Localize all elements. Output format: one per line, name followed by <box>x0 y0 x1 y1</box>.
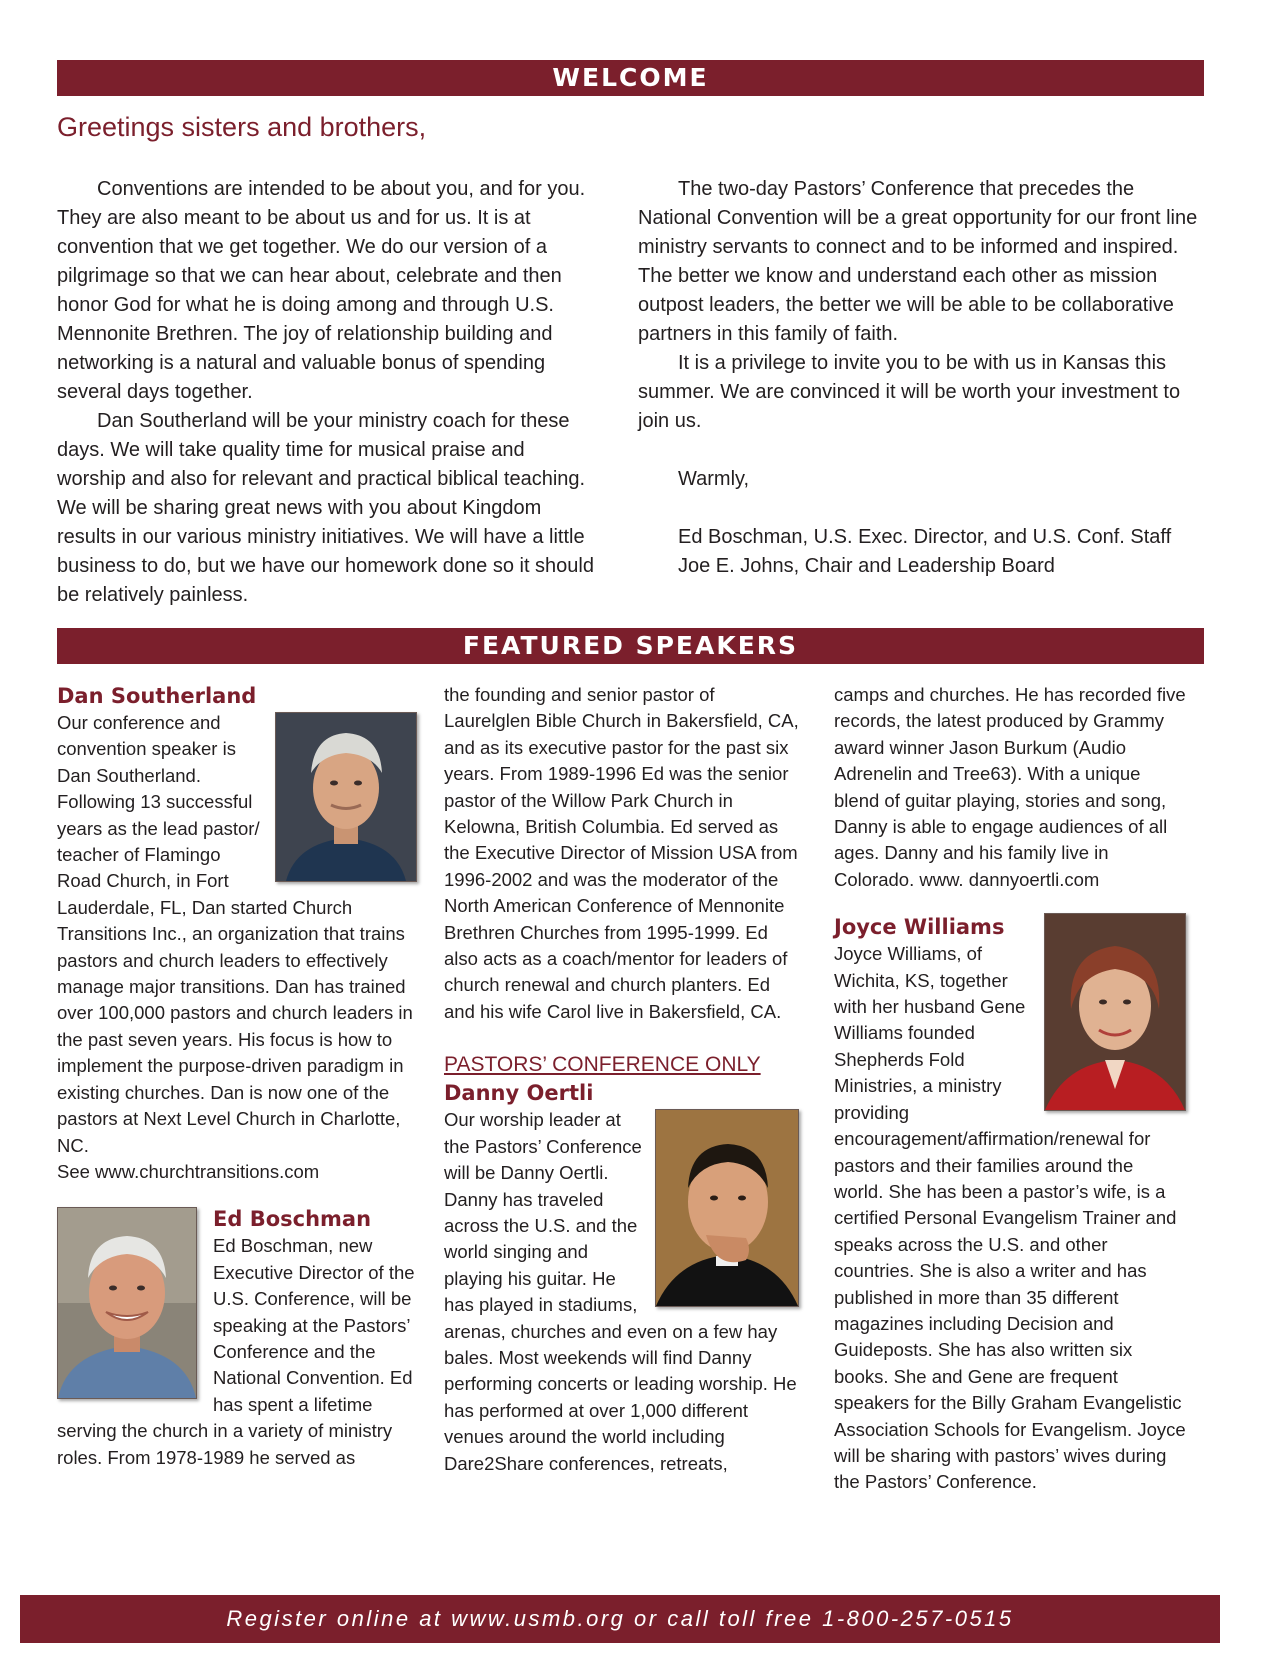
closing: Warmly, <box>678 468 750 490</box>
speaker-name-dan: Dan Southerland <box>57 684 257 708</box>
greeting: Greetings sisters and brothers, <box>57 112 427 142</box>
speaker-bio-ed: Ed Boschman, new Executive Director of the U.S. Conference, will be speaking at the Pastors’ Conference and the National Convention. Ed has spent a lifetime serving the church in a variety of ministry roles. From 1978-1989 he served as <box>57 1235 415 1468</box>
ed-boschman-photo <box>57 1207 197 1399</box>
welcome-paragraph: Dan Southerland will be your ministry coach for these days. We will take quality time for musical praise and worship and also for relevant and practical biblical teaching. We will be sharing great news with you about Kingdom results in our various ministry initiatives. We will have a little business to do, but we have our homework done so it should be relatively painless. <box>57 410 594 606</box>
welcome-title: WELCOME <box>552 63 709 92</box>
speakers-column-1 <box>57 682 417 1471</box>
welcome-left-column <box>57 175 597 610</box>
welcome-banner <box>57 60 1204 96</box>
signature-line: Joe E. Johns, Chair and Leadership Board <box>678 555 1055 577</box>
speaker-bio-danny: Our worship leader at the Pastors’ Conference will be Danny Oertli. Danny has traveled across the U.S. and the world singing and playing his guitar. He has played in stadiums, arenas, churches and even on a few hay bales. Most weekends will find Danny performing concerts or leading worship. He has performed at over 1,000 different venues around the world including Dare2Share conferences, retreats, <box>444 1109 797 1474</box>
dan-southerland-photo <box>275 712 417 882</box>
speakers-title: FEATURED SPEAKERS <box>462 631 799 660</box>
welcome-paragraph: The two-day Pastors’ Conference that precedes the National Convention will be a great opportunity for our front line ministry servants to connect and to be informed and inspired. The better we know and understand each other as mission outpost leaders, the better we will be able to be collaborative partners in this family of faith. <box>638 178 1198 345</box>
speaker-bio-joyce: Joyce Williams, of Wichita, KS, together with her husband Gene Williams founded Shepherds Fold Ministries, a ministry providing encouragement/affirmation/renewal for pastors and their families around the world. She has been a pastor’s wife, is a certified Personal Evangelism Trainer and speaks across the U.S. and other countries. She is also a writer and has published in more than 35 different magazines including Decision and Guideposts. She has also written six books. She and Gene are frequent speakers for the Billy Graham Evangelistic Association Schools for Evangelism. Joyce will be sharing with pastors’ wives during the Pastors’ Conference. <box>834 943 1186 1493</box>
welcome-paragraph: Conventions are intended to be about you, and for you. They are also meant to be about us and for us. It is at convention that we get together. We do our version of a pilgrimage so that we can hear about, celebrate and then honor God for what he is doing among and through U.S. Mennonite Brethren. The joy of relationship building and networking is a natural and valuable bonus of spending several days together. <box>57 178 586 403</box>
speaker-name-ed: Ed Boschman <box>213 1207 372 1232</box>
speaker-bio-danny-continued: camps and churches. He has recorded five records, the latest produced by Grammy award winner Jason Burkum (Audio Adrenelin and Tree63). With a unique blend of guitar playing, stories and song, Danny is able to engage audiences of all ages. Danny and his family live in Colorado. www. dannyoertli.com <box>834 684 1186 890</box>
joyce-williams-photo <box>1044 913 1186 1111</box>
speakers-column-2 <box>444 682 799 1477</box>
dan-website: See www.churchtransitions.com <box>57 1160 320 1182</box>
signature-line: Ed Boschman, U.S. Exec. Director, and U.S. Conf. Staff <box>678 526 1172 548</box>
register-text: Register online at www.usmb.org or call toll free 1-800-257-0515 <box>226 1606 1014 1631</box>
speaker-name-joyce: Joyce Williams <box>834 915 1005 940</box>
footer-banner <box>20 1595 1220 1643</box>
speakers-banner <box>57 628 1204 664</box>
pastors-conference-only-label: PASTORS’ CONFERENCE ONLY <box>444 1053 761 1077</box>
speaker-bio-ed-continued: the founding and senior pastor of Laurelglen Bible Church in Bakersfield, CA, and as its executive pastor for the past six years. From 1989-1996 Ed was the senior pastor of the Willow Park Church in Kelowna, British Columbia. Ed served as the Executive Director of Mission USA from 1996-2002 and was the moderator of the North American Conference of Mennonite Brethren Churches from 1995-1999. Ed also acts as a coach/mentor for leaders of church renewal and church planters. Ed and his wife Carol live in Bakersfield, CA. <box>444 684 799 1022</box>
speakers-column-3 <box>834 682 1186 1496</box>
welcome-paragraph: It is a privilege to invite you to be with us in Kansas this summer. We are convinced it will be worth your investment to join us. <box>638 352 1181 432</box>
welcome-right-column <box>638 175 1198 581</box>
speaker-bio-dan: Our conference and convention speaker is Dan Southerland. Following 13 successful years as the lead pastor/ teacher of Flamingo Road Church, in Fort Lauderdale, FL, Dan started Church Transitions Inc., an organization that trains pastors and church leaders to effectively manage major transitions. Dan has trained over 100,000 pastors and church leaders in the past seven years. His focus is how to implement the purpose-driven paradigm in existing churches. Dan is now one of the pastors at Next Level Church in Charlotte, NC. <box>57 712 413 1156</box>
danny-oertli-photo <box>655 1109 799 1307</box>
speaker-name-danny: Danny Oertli <box>444 1081 594 1106</box>
